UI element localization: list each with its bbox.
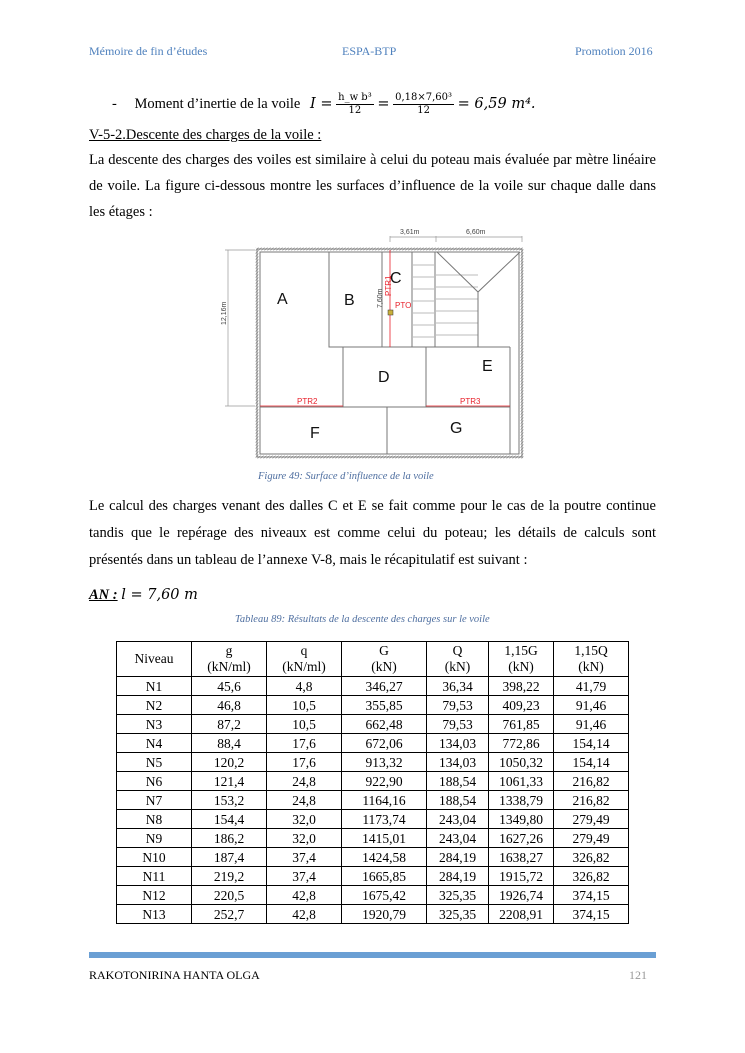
footer-bar <box>89 952 656 958</box>
table-cell: 10,5 <box>267 715 342 734</box>
beam-ptr3: PTR3 <box>460 397 481 406</box>
table-cell: N11 <box>117 867 192 886</box>
table-cell: N13 <box>117 905 192 924</box>
header-label: q <box>300 643 308 658</box>
formula-label: Moment d’inertie de la voile <box>134 95 301 112</box>
table-row <box>117 810 629 829</box>
floor-plan-figure <box>200 225 540 460</box>
zone-d: D <box>378 369 390 386</box>
header-unit: (kN) <box>578 659 604 674</box>
table-cell: 1349,80 <box>489 810 554 829</box>
dim-inner: 7,60m <box>377 288 384 308</box>
table-cell: N6 <box>117 772 192 791</box>
table-caption: Tableau 89: Résultats de la descente des charges sur le voile <box>235 614 490 625</box>
an-value: l = 7,60 m <box>121 587 198 603</box>
table-cell: 17,6 <box>267 753 342 772</box>
table-cell: 42,8 <box>267 886 342 905</box>
table-cell: 36,34 <box>427 677 489 696</box>
table-cell: 154,14 <box>554 734 629 753</box>
table-cell: 188,54 <box>427 791 489 810</box>
zone-e: E <box>482 358 493 375</box>
zone-c: C <box>390 270 402 287</box>
zone-g: G <box>450 420 463 437</box>
table-cell: 154,4 <box>192 810 267 829</box>
table-cell: 761,85 <box>489 715 554 734</box>
table-row <box>117 905 629 924</box>
table-row <box>117 886 629 905</box>
table-row <box>117 848 629 867</box>
table-cell: 355,85 <box>342 696 427 715</box>
table-cell: 219,2 <box>192 867 267 886</box>
column-header <box>117 642 192 677</box>
table-cell: 46,8 <box>192 696 267 715</box>
table-cell: 37,4 <box>267 848 342 867</box>
table-row <box>117 734 629 753</box>
header-label: 1,15Q <box>574 643 608 658</box>
table-cell: 325,35 <box>427 905 489 924</box>
header-center: ESPA-BTP <box>342 44 397 58</box>
table-cell: 672,06 <box>342 734 427 753</box>
table-cell: 4,8 <box>267 677 342 696</box>
table-cell: 279,49 <box>554 810 629 829</box>
para2-line3: présentés dans un tableau de l’annexe V-8, mais le récapitulatif est suivant : <box>89 552 528 568</box>
table-cell: 326,82 <box>554 867 629 886</box>
table-cell: 2208,91 <box>489 905 554 924</box>
denominator: 12 <box>348 105 362 116</box>
table-cell: 252,7 <box>192 905 267 924</box>
beam-pto: PTO <box>395 301 412 310</box>
zone-f: F <box>310 425 320 442</box>
table-cell: 186,2 <box>192 829 267 848</box>
column-header <box>489 642 554 677</box>
column-header <box>427 642 489 677</box>
table-cell: 1338,79 <box>489 791 554 810</box>
dim-left: 12,16m <box>221 301 228 325</box>
table-cell: 1424,58 <box>342 848 427 867</box>
table-cell: N2 <box>117 696 192 715</box>
table-cell: 10,5 <box>267 696 342 715</box>
table-cell: 120,2 <box>192 753 267 772</box>
table-cell: 134,03 <box>427 734 489 753</box>
header-label: Niveau <box>134 651 174 666</box>
para1-line2: de voile. La figure ci-dessous montre les surfaces d’influence de la voile sur chaque dalle dans <box>89 178 656 194</box>
table-cell: 24,8 <box>267 791 342 810</box>
table-cell: 1627,26 <box>489 829 554 848</box>
table-row <box>117 696 629 715</box>
table-cell: 398,22 <box>489 677 554 696</box>
table-cell: 220,5 <box>192 886 267 905</box>
table-cell: 1665,85 <box>342 867 427 886</box>
table-cell: 913,32 <box>342 753 427 772</box>
table-cell: 1415,01 <box>342 829 427 848</box>
table-cell: 1050,32 <box>489 753 554 772</box>
table-row <box>117 772 629 791</box>
table-cell: N5 <box>117 753 192 772</box>
section-heading: V-5-2.Descente des charges de la voile : <box>89 127 322 143</box>
table-cell: 325,35 <box>427 886 489 905</box>
table-cell: 45,6 <box>192 677 267 696</box>
table-cell: N3 <box>117 715 192 734</box>
table-cell: N7 <box>117 791 192 810</box>
results-table <box>116 641 629 924</box>
table-cell: 79,53 <box>427 715 489 734</box>
header-unit: (kN) <box>444 659 471 674</box>
fraction-1 <box>336 92 374 117</box>
table-row <box>117 867 629 886</box>
table-cell: 374,15 <box>554 886 629 905</box>
table-cell: 243,04 <box>427 829 489 848</box>
table-cell: 121,4 <box>192 772 267 791</box>
table-cell: 374,15 <box>554 905 629 924</box>
table-cell: 1164,16 <box>342 791 427 810</box>
dim-top1: 3,61m <box>400 229 420 236</box>
table-cell: 1173,74 <box>342 810 427 829</box>
denominator: 12 <box>417 105 430 116</box>
table-row <box>117 715 629 734</box>
header-label: Q <box>452 643 463 658</box>
table-row <box>117 829 629 848</box>
header-label: 1,15G <box>504 643 538 658</box>
table-cell: 346,27 <box>342 677 427 696</box>
para1-line1: La descente des charges des voiles est similaire à celui du poteau mais évaluée par mètre linéaire <box>89 152 656 168</box>
table-row <box>117 677 629 696</box>
numerator: h_w b³ <box>338 92 372 103</box>
table-cell: N10 <box>117 848 192 867</box>
equals: = <box>377 95 390 112</box>
table-cell: 922,90 <box>342 772 427 791</box>
formula-lhs: I = <box>310 95 333 112</box>
table-cell: 24,8 <box>267 772 342 791</box>
table-cell: 279,49 <box>554 829 629 848</box>
table-cell: 1926,74 <box>489 886 554 905</box>
dim-top2: 6,60m <box>466 229 486 236</box>
footer-author: RAKOTONIRINA HANTA OLGA <box>89 968 260 982</box>
table-cell: 88,4 <box>192 734 267 753</box>
header-label: g <box>225 643 233 658</box>
table-cell: N12 <box>117 886 192 905</box>
para2-line2: tandis que le repérage des niveaux est comme celui du poteau; les détails de calculs sont <box>89 525 656 541</box>
table-cell: 772,86 <box>489 734 554 753</box>
beam-ptr2: PTR2 <box>297 397 318 406</box>
numerator: 0,18×7,60³ <box>395 92 453 103</box>
table-cell: 41,79 <box>554 677 629 696</box>
header-unit: (kN/ml) <box>207 659 251 674</box>
page-number: 121 <box>629 968 647 982</box>
table-row <box>117 791 629 810</box>
header-left: Mémoire de fin d’études <box>89 44 208 58</box>
table-cell: 91,46 <box>554 715 629 734</box>
zone-a: A <box>277 291 288 308</box>
table-cell: 134,03 <box>427 753 489 772</box>
header-unit: (kN/ml) <box>282 659 326 674</box>
table-cell: 409,23 <box>489 696 554 715</box>
pto-marker <box>388 310 393 315</box>
header-right: Promotion 2016 <box>575 44 653 58</box>
fraction-2 <box>393 92 454 117</box>
table-cell: 284,19 <box>427 867 489 886</box>
table-cell: 91,46 <box>554 696 629 715</box>
table-cell: 662,48 <box>342 715 427 734</box>
table-cell: N4 <box>117 734 192 753</box>
para2-line1: Le calcul des charges venant des dalles C et E se fait comme pour le cas de la poutre continue <box>89 498 656 514</box>
header-label: G <box>379 643 389 658</box>
column-header <box>554 642 629 677</box>
bullet-dash: - <box>112 95 117 112</box>
table-cell: 32,0 <box>267 829 342 848</box>
table-cell: 1915,72 <box>489 867 554 886</box>
table-cell: N9 <box>117 829 192 848</box>
table-cell: 326,82 <box>554 848 629 867</box>
table-cell: 153,2 <box>192 791 267 810</box>
table-cell: 1920,79 <box>342 905 427 924</box>
table-cell: 42,8 <box>267 905 342 924</box>
table-cell: 79,53 <box>427 696 489 715</box>
beam-ptr1: PTR1 <box>384 275 393 296</box>
formula-result: = 6,59 m⁴. <box>457 95 536 112</box>
an-line <box>89 587 198 604</box>
table-cell: 32,0 <box>267 810 342 829</box>
table-cell: 17,6 <box>267 734 342 753</box>
inertia-formula-line <box>112 92 536 117</box>
table-cell: 1675,42 <box>342 886 427 905</box>
table-cell: N1 <box>117 677 192 696</box>
an-label: AN : <box>89 587 118 603</box>
column-header <box>267 642 342 677</box>
table-row <box>117 753 629 772</box>
table-cell: 216,82 <box>554 772 629 791</box>
header-unit: (kN) <box>508 659 534 674</box>
column-header <box>342 642 427 677</box>
table-cell: 37,4 <box>267 867 342 886</box>
table-cell: 1638,27 <box>489 848 554 867</box>
figure-caption: Figure 49: Surface d’influence de la voile <box>258 471 434 482</box>
zone-b: B <box>344 292 355 309</box>
para1-line3: les étages : <box>89 204 153 220</box>
column-header <box>192 642 267 677</box>
header-unit: (kN) <box>371 659 397 674</box>
table-cell: 1061,33 <box>489 772 554 791</box>
table-cell: N8 <box>117 810 192 829</box>
table-cell: 284,19 <box>427 848 489 867</box>
table-cell: 188,54 <box>427 772 489 791</box>
table-cell: 154,14 <box>554 753 629 772</box>
table-cell: 187,4 <box>192 848 267 867</box>
table-cell: 87,2 <box>192 715 267 734</box>
table-cell: 243,04 <box>427 810 489 829</box>
table-header-row <box>117 642 629 677</box>
table-cell: 216,82 <box>554 791 629 810</box>
